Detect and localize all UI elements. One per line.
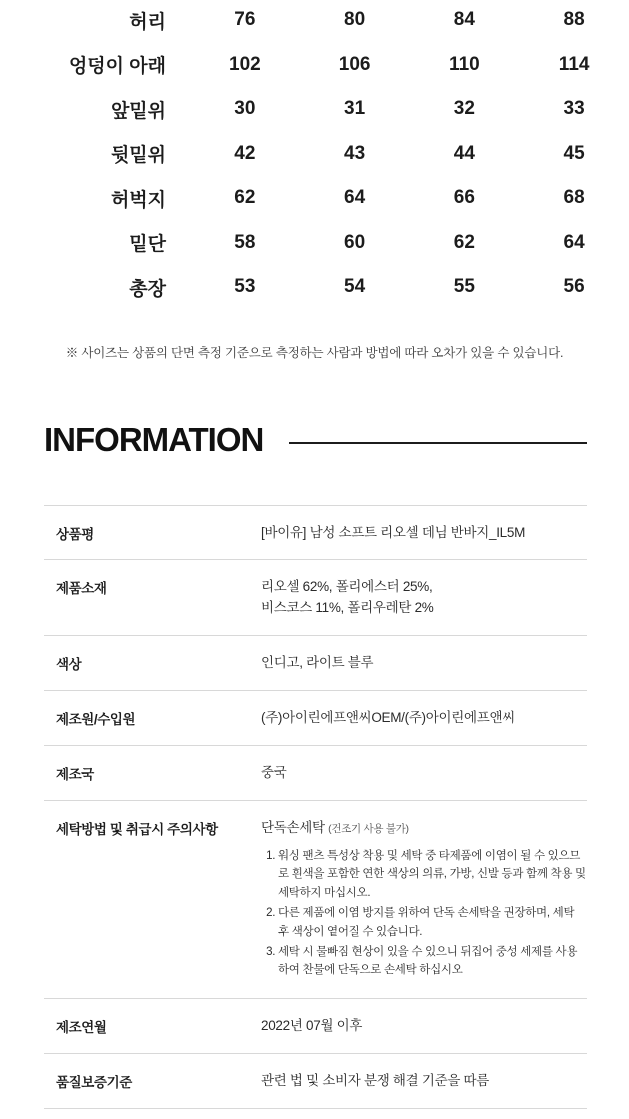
size-cell: 53	[234, 276, 256, 298]
table-row	[0, 176, 629, 221]
info-label: 제품소재	[56, 581, 107, 597]
wash-method: 단독손세탁	[261, 820, 325, 836]
size-row-label: 뒷밑위	[110, 145, 166, 167]
info-label: 제조원/수입원	[56, 712, 136, 728]
size-cell: 33	[563, 98, 585, 120]
info-label: 세탁방법 및 취급시 주의사항	[56, 822, 218, 838]
size-cell: 54	[344, 276, 366, 298]
size-row-label: 총장	[129, 278, 166, 300]
list-item: 2. 다른 제품에 이염 방지를 위하여 단독 손세탁을 권장하며, 세탁 후 색상이 옅어질 수 있습니다.	[278, 904, 587, 941]
material-line-2: 비스코스 11%, 폴리우레탄 2%	[261, 600, 434, 616]
size-cell: 32	[453, 98, 475, 120]
size-cell: 30	[234, 98, 256, 120]
table-row	[44, 560, 587, 636]
information-table	[44, 505, 587, 1109]
size-cell: 114	[558, 53, 590, 75]
size-cell: 64	[344, 187, 366, 209]
table-row	[0, 43, 629, 88]
size-cell: 55	[453, 276, 475, 298]
size-row-label: 허리	[129, 11, 166, 33]
info-label: 상품평	[56, 526, 94, 542]
table-row	[0, 132, 629, 177]
size-cell: 64	[563, 231, 585, 253]
table-row	[0, 0, 629, 43]
info-label: 색상	[56, 657, 82, 673]
page-title: INFORMATION	[44, 420, 264, 458]
info-value: 인디고, 라이트 블루	[261, 655, 374, 671]
size-row-label: 허벅지	[110, 189, 166, 211]
material-line-1: 리오셀 62%, 폴리에스터 25%,	[261, 579, 433, 595]
info-value	[261, 801, 587, 999]
info-value: 관련 법 및 소비자 분쟁 해결 기준을 따름	[261, 1072, 490, 1088]
size-row-label: 엉덩이 아래	[68, 56, 166, 78]
size-cell: 88	[563, 9, 585, 31]
size-cell: 58	[234, 231, 256, 253]
size-row-label: 앞밑위	[110, 100, 166, 122]
info-value: 중국	[261, 765, 287, 781]
info-value: 2022년 07월 이후	[261, 1017, 363, 1033]
info-value: (주)아이린에프앤씨OEM/(주)아이린에프앤씨	[261, 710, 515, 726]
size-cell: 60	[344, 231, 366, 253]
size-cell: 45	[563, 142, 585, 164]
size-cell: 42	[234, 142, 256, 164]
table-row	[0, 265, 629, 310]
size-row-label: 밑단	[129, 234, 166, 256]
size-cell: 102	[229, 53, 261, 75]
size-note: ※ 사이즈는 상품의 단면 측정 기준으로 측정하는 사람과 방법에 따라 오차가 있을 수 있습니다.	[65, 345, 564, 360]
size-cell: 106	[338, 53, 371, 75]
size-cell: 31	[344, 98, 366, 120]
size-cell: 44	[453, 142, 475, 164]
list-item: 3. 세탁 시 물빠짐 현상이 있을 수 있으니 뒤집어 중성 세제를 사용하여 찬물에 단독으로 손세탁 하십시오	[278, 943, 587, 980]
wash-method-note: (건조기 사용 불가)	[328, 823, 409, 836]
size-measurement-table	[0, 0, 629, 310]
list-item: 1. 워싱 팬츠 특성상 착용 및 세탁 중 타제품에 이염이 될 수 있으므로 흰색을 포함한 연한 색상의 의류, 가방, 신발 등과 함께 착용 및 세탁하지 마십시오.	[278, 847, 587, 902]
info-label: 제조국	[56, 767, 94, 783]
size-cell: 76	[234, 9, 256, 31]
size-cell: 56	[563, 276, 585, 298]
info-label: 제조연월	[56, 1019, 107, 1035]
info-value: [바이유] 남성 소프트 리오셀 데님 반바지_IL5M	[261, 524, 526, 540]
size-cell: 43	[344, 142, 366, 164]
info-value	[261, 560, 587, 636]
table-row	[44, 691, 587, 746]
title-divider	[289, 442, 587, 444]
wash-instruction-list	[261, 847, 587, 980]
table-row	[44, 636, 587, 691]
size-cell: 62	[453, 231, 475, 253]
information-section	[0, 505, 629, 1109]
table-row	[44, 505, 587, 560]
table-row	[0, 87, 629, 132]
size-cell: 80	[344, 9, 366, 31]
table-row	[44, 998, 587, 1053]
information-header	[0, 421, 629, 459]
table-row	[0, 221, 629, 266]
size-cell: 84	[453, 9, 475, 31]
table-row	[44, 746, 587, 801]
table-row	[44, 1053, 587, 1108]
size-cell: 110	[449, 53, 480, 75]
table-row	[44, 801, 587, 999]
size-cell: 66	[453, 187, 475, 209]
info-label: 품질보증기준	[56, 1074, 132, 1090]
size-cell: 68	[563, 187, 585, 209]
size-cell: 62	[234, 187, 256, 209]
